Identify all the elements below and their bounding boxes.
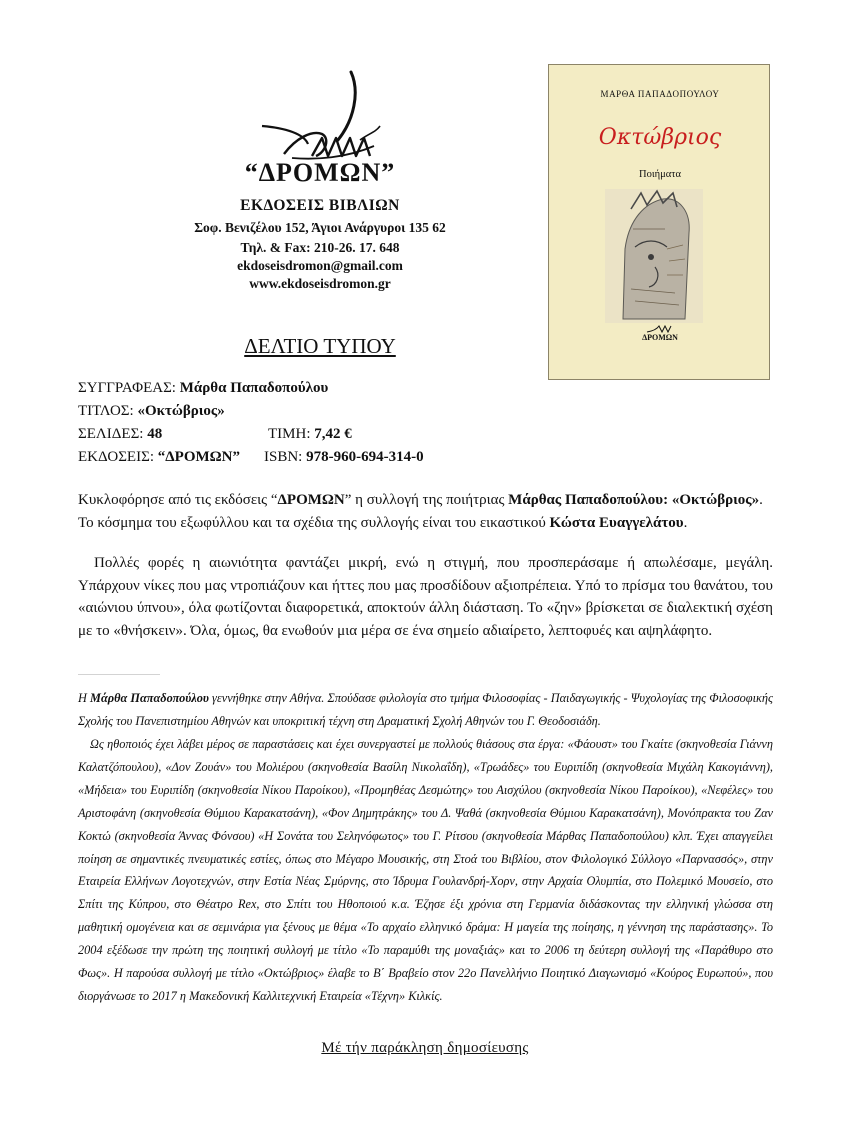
announcement-text: . bbox=[683, 514, 688, 531]
biography-paragraph-2: Ως ηθοποιός έχει λάβει μέρος σε παραστάσεις και έχει συνεργαστεί με πολλούς θιάσους στα έργα: «Φάουστ» του Γκαίτε (σκηνοθεσία Γιάννη Καλατζόπουλου), «Δον Ζουάν» του Μολιέρου (σκηνοθεσία Βασίλη Νικολαΐδη), «Τρωάδες» του Ευριπίδη (σκηνοθεσία Μιχάλη Κακογιάννη), «Μήδεια» του Ευριπίδη (σκηνοθεσία Νίκου Παροίκου), «Προμηθέας Δεσμώτης» του Αισχύλου (σκηνοθεσία Νίκου Παροίκου), «Νεφέλες» του Αριστοφάνη (σκηνοθεσία Θύμιου Καρακατσάνη), «Φον Δημητράκης» του Δ. Ψαθά (σκηνοθεσία Θύμιου Καρακατσάνη), Μονόπρακτα του Ζαν Κοκτώ (σκηνοθεσία Άννας Φόνσου) «Η Σονάτα του Σεληνόφωτος» του Γ. Ρίτσου (σκηνοθεσία Μάρθας Παπαδοπούλου) κλπ. Έχει απαγγείλει ποίηση σε σημαντικές πνευματικές εστίες, όπως στο Μέγαρο Μουσικής, στη Στοά του Βιβλίου, στον Φιλολογικό Σύλλογο «Παρνασσός», στην Εταιρεία Ελλήνων Λογοτεχνών, στην Εστία Νέας Σμύρνης, στο Ίδρυμα Γουλανδρή-Χορν, στην Αρχαία Ολυμπία, στο Πολεμικό Μουσείο, στο Σπίτι της Κύπρου, στο Θέατρο Rex, στο Σπίτι του Ηθοποιού κ.α. Έζησε έξι χρόνια στη Γερμανία διδάσκοντας την ελληνική γλώσσα στη μαθητική ομογένεια και σε σεμινάρια για ξένους με θέμα «Το αρχαίο ελληνικό δράμα: Η μαγεία της ποίησης, η γέννηση της παράστασης». Το 2004 εξέδωσε την πρώτη της ποιητική συλλογή με τίτλο «Το παραμύθι της μοναξιάς» και το 2006 τη δεύτερη συλλογή της «Παράθυρο στο Φως». Η παρούσα συλλογή με τίτλο «Οκτώβριος» έλαβε το Β΄ Βραβείο στον 22ο Πανελλήνιο Ποιητικό Διαγωνισμό «Κούρος Ευρωπού», που διοργάνωσε το 2017 η Μακεδονική Καλλιτεχνική Εταιρεία «Τέχνη» Κιλκίς. bbox=[78, 737, 773, 1003]
meta-title bbox=[78, 403, 225, 420]
publisher-subtitle: ΕΚΔΟΣΕΙΣ ΒΙΒΛΙΩΝ bbox=[240, 197, 400, 214]
publisher-email[interactable]: ekdoseisdromon@gmail.com bbox=[237, 258, 403, 273]
announcement-publisher: ΔΡΟΜΩΝ bbox=[277, 492, 345, 508]
biography-paragraph-1 bbox=[78, 687, 773, 733]
cover-author: ΜΑΡΘΑ ΠΑΠΑΔΟΠΟΥΛΟΥ bbox=[600, 89, 720, 99]
meta-pages-value: 48 bbox=[147, 426, 163, 442]
meta-pages-label: ΣΕΛΙΔΕΣ: bbox=[78, 426, 144, 442]
announcement-author-title: Μάρθας Παπαδοπούλου: «Οκτώβριος» bbox=[508, 492, 760, 508]
announcement-artist: Κώστα Ευαγγελάτου bbox=[549, 514, 684, 531]
announcement-text: . bbox=[759, 492, 763, 508]
announcement-paragraph bbox=[78, 489, 773, 534]
book-cover bbox=[548, 64, 770, 380]
meta-author-value: Μάρθα Παπαδοπούλου bbox=[179, 380, 329, 396]
meta-publisher bbox=[78, 449, 240, 466]
bio-text: Η bbox=[78, 691, 91, 705]
meta-author bbox=[78, 380, 328, 397]
publisher-name: “ΔΡΟΜΩΝ” bbox=[244, 158, 396, 187]
meta-publisher-label: ΕΚΔΟΣΕΙΣ: bbox=[78, 449, 154, 465]
meta-price-value: 7,42 € bbox=[314, 426, 352, 442]
cover-artwork-icon bbox=[605, 189, 703, 323]
announcement-text: Το κόσμημα του εξωφύλλου και τα σχέδια της συλλογής είναι του εικαστικού bbox=[78, 514, 550, 531]
meta-isbn bbox=[264, 449, 424, 466]
press-release-heading: ΔΕΛΤΙΟ ΤΥΠΟΥ bbox=[244, 334, 396, 358]
meta-title-value: «Οκτώβριος» bbox=[137, 403, 225, 419]
bio-author-name: Μάρθα Παπαδοπούλου bbox=[90, 691, 209, 705]
closing-line: Μέ τήν παράκληση δημοσίευσης bbox=[321, 1040, 529, 1056]
announcement-text: ” η συλλογή της ποιήτριας bbox=[344, 492, 509, 508]
section-divider bbox=[78, 674, 160, 675]
bio-text: γεννήθηκε στην Αθήνα. Σπούδασε φιλολογία στο τμήμα Φιλοσοφίας - Παιδαγωγικής - Ψυχολογίας της Φιλοσοφικής Σχολής του Πανεπιστημίου Αθηνών και υποκριτική τέχνη στη Δραματική Σχολή Αθηνών του Γ. Θεοδοσιάδη. bbox=[78, 691, 773, 728]
dromon-logo-icon bbox=[256, 68, 386, 168]
meta-isbn-label: ISBN: bbox=[264, 449, 303, 465]
cover-publisher: ΔΡΟΜΩΝ bbox=[642, 333, 678, 342]
description-paragraph: Πολλές φορές η αιωνιότητα φαντάζει μικρή, ενώ η στιγμή, που προσπεράσαμε ή απωλέσαμε, μεγάλη. Υπάρχουν νίκες που μας ντροπιάζουν και ήττες που μας προσδίδουν αξιοπρέπεια. Υπό το πρίσμα του θανάτου, του «αιώνιου ύπνου», όλα φωτίζονται διαφορετικά, αποκτούν άλλη διάσταση. Το «ζην» βρίσκεται σε διαλεκτική σχέση με το «θνήσκειν». Όλα, όμως, θα ενωθούν μια μέρα σε ένα σημείο αδιαίρετο, λεπτοφυές και αψηλάφητο. bbox=[78, 555, 773, 639]
meta-author-label: ΣΥΓΓΡΑΦΕΑΣ: bbox=[78, 380, 176, 396]
publisher-address: Σοφ. Βενιζέλου 152, Άγιοι Ανάργυροι 135 62 bbox=[194, 220, 446, 235]
meta-publisher-value: “ΔΡΟΜΩΝ” bbox=[157, 449, 240, 465]
meta-price-label: ΤΙΜΗ: bbox=[268, 426, 311, 442]
meta-isbn-value: 978-960-694-314-0 bbox=[306, 449, 424, 465]
publisher-website[interactable]: www.ekdoseisdromon.gr bbox=[249, 276, 391, 291]
meta-price bbox=[268, 426, 352, 443]
cover-title: Οκτώβριος bbox=[598, 125, 722, 150]
cover-subtitle: Ποιήματα bbox=[639, 169, 681, 180]
meta-pages bbox=[78, 426, 162, 443]
meta-title-label: ΤΙΤΛΟΣ: bbox=[78, 403, 134, 419]
announcement-text: Κυκλοφόρησε από τις εκδόσεις “ bbox=[78, 492, 278, 508]
publisher-phone: Τηλ. & Fax: 210-26. 17. 648 bbox=[240, 240, 400, 255]
